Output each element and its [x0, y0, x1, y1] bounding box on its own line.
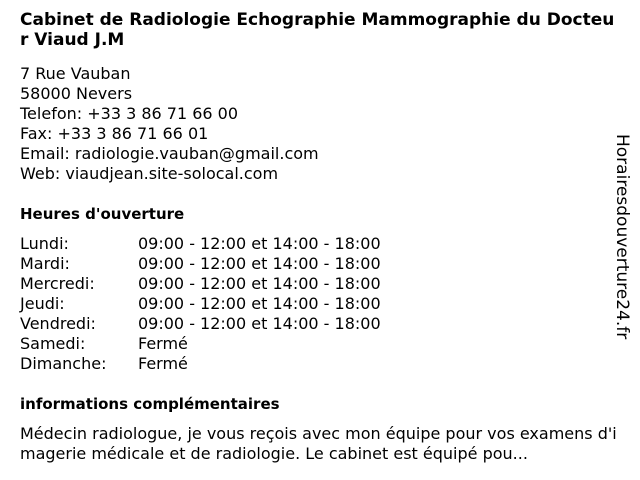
hours-row-wednesday	[20, 274, 381, 294]
site-watermark: Horairesdouverture24.fr	[612, 134, 632, 340]
hours-row-tuesday	[20, 254, 381, 274]
hours-day-label: Lundi:	[20, 234, 69, 253]
address-street: 7 Rue Vauban	[20, 64, 131, 83]
opening-hours-table	[20, 234, 381, 374]
phone-number[interactable]: Telefon: +33 3 86 71 66 00	[20, 104, 239, 123]
fax-number: Fax: +33 3 86 71 66 01	[20, 124, 209, 143]
email-address[interactable]: Email: radiologie.vauban@gmail.com	[20, 144, 319, 163]
hours-row-monday	[20, 234, 381, 254]
additional-info-text: Médecin radiologue, je vous reçois avec mon équipe pour vos examens d'imagerie médicale et de radiologie. Le cabinet est équipé pou...	[20, 424, 617, 463]
hours-row-friday	[20, 314, 381, 334]
hours-time-value: Fermé	[138, 354, 188, 373]
hours-time-value: 09:00 - 12:00 et 14:00 - 18:00	[138, 274, 381, 293]
hours-day-label: Mercredi:	[20, 274, 95, 293]
hours-time-value: Fermé	[138, 334, 188, 353]
hours-day-label: Mardi:	[20, 254, 70, 273]
hours-row-sunday	[20, 354, 381, 374]
hours-day-label: Vendredi:	[20, 314, 96, 333]
hours-row-saturday	[20, 334, 381, 354]
hours-row-thursday	[20, 294, 381, 314]
hours-time-value: 09:00 - 12:00 et 14:00 - 18:00	[138, 294, 381, 313]
hours-time-value: 09:00 - 12:00 et 14:00 - 18:00	[138, 234, 381, 253]
contact-block	[20, 64, 319, 184]
hours-time-value: 09:00 - 12:00 et 14:00 - 18:00	[138, 314, 381, 333]
website-link[interactable]: Web: viaudjean.site-solocal.com	[20, 164, 279, 183]
additional-info-heading: informations complémentaires	[20, 395, 280, 413]
opening-hours-heading: Heures d'ouverture	[20, 205, 185, 223]
address-city: 58000 Nevers	[20, 84, 133, 103]
hours-day-label: Dimanche:	[20, 354, 107, 373]
business-title: Cabinet de Radiologie Echographie Mammographie du Docteur Viaud J.M	[20, 10, 615, 50]
hours-time-value: 09:00 - 12:00 et 14:00 - 18:00	[138, 254, 381, 273]
hours-day-label: Samedi:	[20, 334, 86, 353]
hours-day-label: Jeudi:	[20, 294, 65, 313]
